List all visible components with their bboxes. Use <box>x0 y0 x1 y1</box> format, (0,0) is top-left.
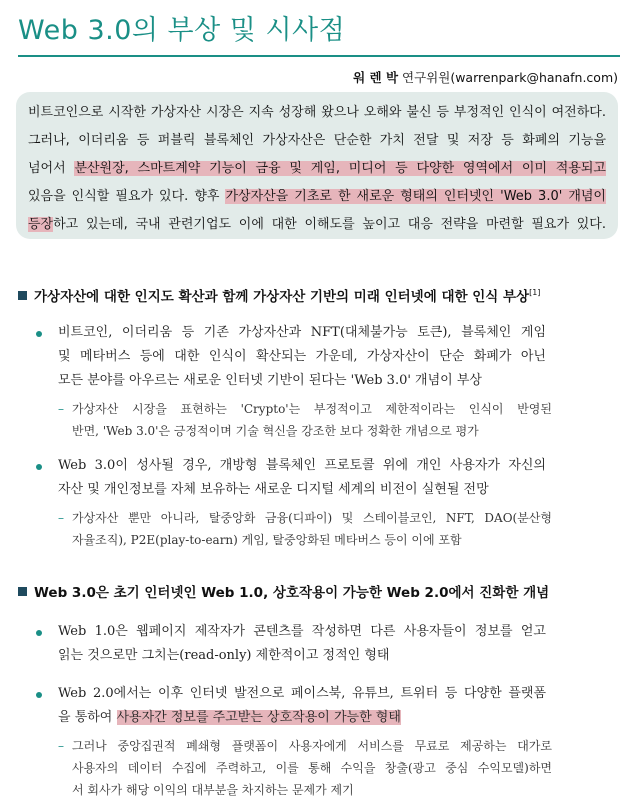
highlight: 분산원장, 스마트계약 기능이 금융 및 게임, 미디어 등 다양한 영역에서 이미 적용되고 <box>74 161 606 176</box>
footnote-ref: [1] <box>529 288 541 297</box>
bullet-dot-icon <box>36 630 42 636</box>
sub-list-item: – 가상자산 시장을 표현하는 'Crypto'는 부정적이고 제한적이라는 인식이 반영된 반면, 'Web 3.0'은 긍정적이며 기술 혁신을 강조한 보다 정확한 개념으로 평가 <box>58 398 552 442</box>
author-email: (warrenpark@hanafn.com) <box>450 70 618 85</box>
square-bullet-icon <box>18 587 27 596</box>
author-role: 연구위원 <box>402 70 451 85</box>
section-heading-1: 가상자산에 대한 인지도 확산과 함께 가상자산 기반의 미래 인터넷에 대한 인식 부상[1] <box>18 285 540 305</box>
highlight: 등장 <box>28 217 54 232</box>
page-title: Web 3.0의 부상 및 시사점 <box>18 15 346 46</box>
dash-icon: – <box>58 511 64 525</box>
list-item: Web 2.0에서는 이후 인터넷 발전으로 페이스북, 유튜브, 트위터 등 다양한 플랫폼 을 통하여 사용자간 정보를 주고받는 상호작용이 가능한 형태 <box>36 682 546 730</box>
highlight: 사용자간 정보를 주고받는 상호작용이 가능한 형태 <box>116 710 401 725</box>
summary-line: 비트코인으로 시작한 가상자산 시장은 지속 성장해 왔으나 오해와 불신 등 부정적인 인식이 여전하다. <box>28 105 606 120</box>
sub-list-item: – 그러나 중앙집권적 폐쇄형 플랫폼이 사용자에게 서비스를 무료로 제공하는 대가로 사용자의 데이터 수집에 주력하고, 이를 통해 수익을 창출(광고 중심 수익모델)하면 서 회사가 해당 이익의 대부분을 차지하는 문제가 제기 <box>58 735 552 801</box>
list-item: 비트코인, 이더리움 등 기존 가상자산과 NFT(대체불가능 토큰), 블록체인 게임 및 메타버스 등에 대한 인식이 확산되는 가운데, 가상자산이 단순 화폐가 아닌 모든 분야를 아우르는 새로운 인터넷 기반이 된다는 'Web 3.0' 개념이 부상 <box>36 321 546 393</box>
bullet-dot-icon <box>36 331 42 337</box>
bullet-dot-icon <box>36 692 42 698</box>
highlight: 가상자산을 기초로 한 새로운 형태의 인터넷인 'Web 3.0' 개념이 <box>225 189 606 204</box>
list-item: Web 1.0은 웹페이지 제작자가 콘텐츠를 작성하면 다른 사용자들이 정보를 얻고 읽는 것으로만 그치는(read-only) 제한적이고 정적인 형태 <box>36 620 546 668</box>
title-divider <box>18 55 620 57</box>
bullet-dot-icon <box>36 464 42 470</box>
summary-line: 넘어서 분산원장, 스마트계약 기능이 금융 및 게임, 미디어 등 다양한 영역에서 이미 적용되고 <box>28 161 606 176</box>
sub-list-item: – 가상자산 뿐만 아니라, 탈중앙화 금융(디파이) 및 스테이블코인, NFT, DAO(분산형 자율조직), P2E(play-to-earn) 게임, 탈중앙화된 메타버스 등이 이에 포함 <box>58 507 552 551</box>
author-name: 워 렌 박 <box>353 70 399 85</box>
list-item: Web 3.0이 성사될 경우, 개방형 블록체인 프로토콜 위에 개인 사용자가 자신의 자산 및 개인정보를 자체 보유하는 새로운 디지털 세계의 비전이 실현될 전망 <box>36 454 546 502</box>
dash-icon: – <box>58 402 64 416</box>
summary-line: 등장하고 있는데, 국내 관련기업도 이에 대한 이해도를 높이고 대응 전략을 마련할 필요가 있다. <box>28 217 606 232</box>
dash-icon: – <box>58 739 64 753</box>
summary-line: 그러나, 이더리움 등 퍼블릭 블록체인 가상자산은 단순한 가치 전달 및 저장 등 화폐의 기능을 <box>28 133 606 148</box>
square-bullet-icon <box>18 291 27 300</box>
section-heading-2: Web 3.0은 초기 인터넷인 Web 1.0, 상호작용이 가능한 Web 2.0에서 진화한 개념 <box>18 581 549 601</box>
author-line <box>353 68 618 86</box>
summary-line: 있음을 인식할 필요가 있다. 향후 가상자산을 기초로 한 새로운 형태의 인터넷인 'Web 3.0' 개념이 <box>28 189 606 204</box>
summary-box <box>16 92 618 239</box>
